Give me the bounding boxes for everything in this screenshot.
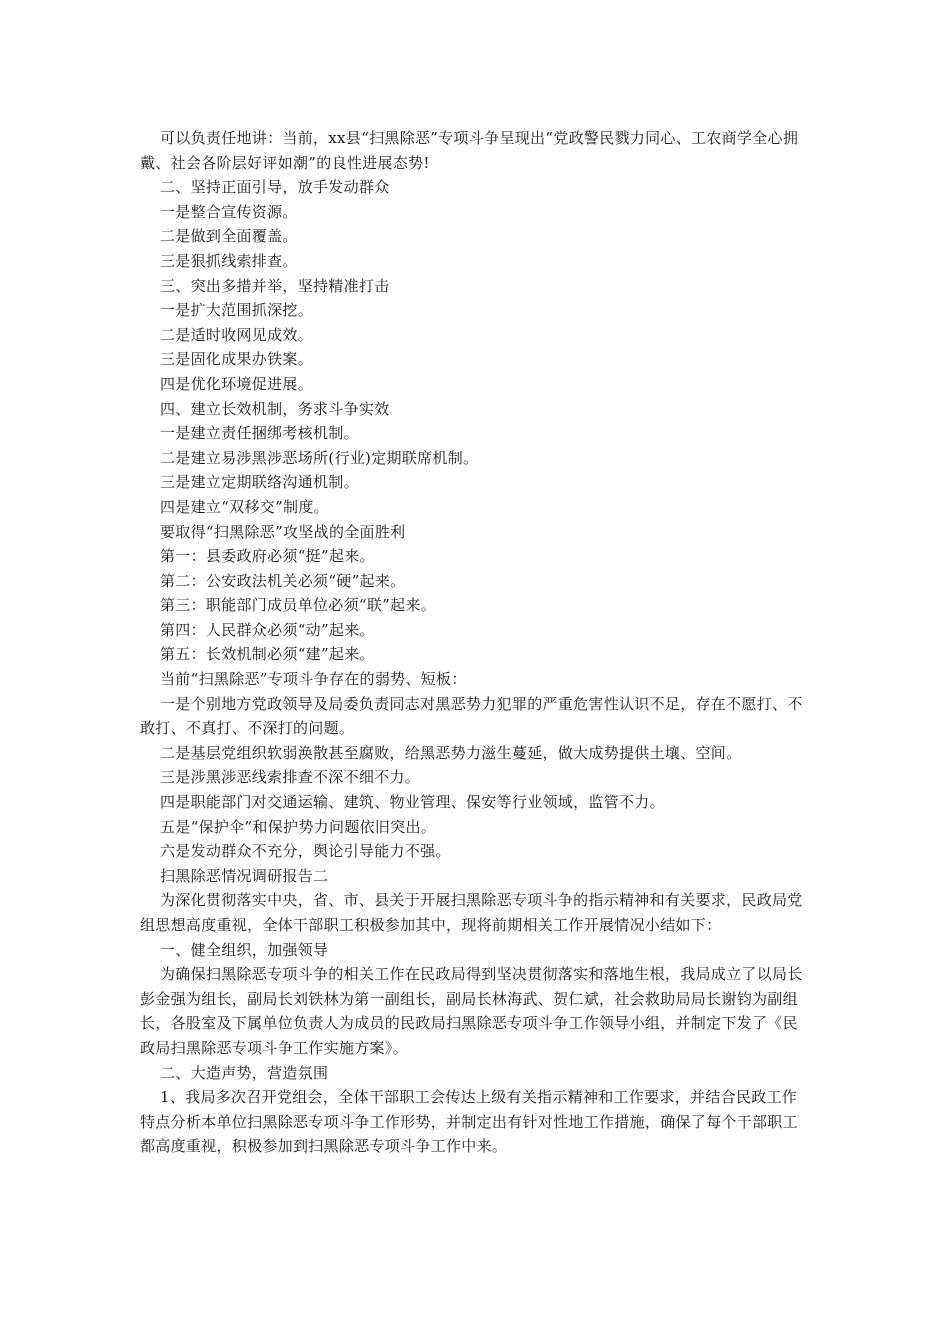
list-item: 四是建立“双移交”制度。: [160, 497, 329, 516]
list-item: 五是“保护伞”和保护势力问题依旧突出。: [160, 817, 437, 836]
section-heading: 一、健全组织，加强领导: [160, 940, 329, 959]
paragraph: 为确保扫黑除恶专项斗争的相关工作在民政局得到坚决贯彻落实和落地生根，我局成立了以局长彭金强为组长，副局长刘铁林为第一副组长，副局长林海武、贺仁斌，社会救助局局长谢钧为副组长，各股室及下属单位负责人为成员的民政局扫黑除恶专项斗争工作领导小组，并制定下发了《民政局扫黑除恶专项斗争工作实施方案》。: [140, 965, 803, 1057]
list-item: 一是扩大范围抓深挖。: [160, 301, 314, 320]
list-item: 第四：人民群众必须“动”起来。: [160, 620, 375, 639]
paragraph: 可以负责任地讲：当前，xx县“扫黑除恶”专项斗争呈现出“党政警民戮力同心、工农商学全心拥戴、社会各阶层好评如潮”的良性进展态势!: [140, 129, 799, 172]
list-item: 二是建立易涉黑涉恶场所(行业)定期联席机制。: [160, 448, 479, 467]
report-title: 扫黑除恶情况调研报告二: [160, 866, 329, 885]
list-item: 第五：长效机制必须“建”起来。: [160, 645, 375, 664]
list-item: 一是整合宣传资源。: [160, 202, 298, 221]
list-item: 四是职能部门对交通运输、建筑、物业管理、保安等行业领域，监管不力。: [160, 793, 665, 812]
list-item: 一是个别地方党政领导及局委负责同志对黑恶势力犯罪的严重危害性认识不足，存在不愿打、不敢打、不真打、不深打的问题。: [140, 694, 803, 738]
list-item: 三是涉黑涉恶线索排查不深不细不力。: [160, 768, 421, 787]
list-item: 三是狠抓线索排查。: [160, 251, 298, 270]
list-item: 二是基层党组织软弱涣散甚至腐败，给黑恶势力滋生蔓延，做大成势提供土壤、空间。: [160, 743, 742, 762]
list-item: 二是做到全面覆盖。: [160, 227, 298, 246]
section-heading: 要取得“扫黑除恶”攻坚战的全面胜利: [160, 522, 406, 541]
section-heading: 三、突出多措并举，坚持精准打击: [160, 276, 390, 295]
list-item: 二是适时收网见成效。: [160, 325, 314, 344]
section-heading: 二、坚持正面引导，放手发动群众: [160, 178, 390, 197]
document-body: [140, 126, 812, 1159]
list-item: 四是优化环境促进展。: [160, 374, 314, 393]
paragraph: 1、我局多次召开党组会，全体干部职工会传达上级有关指示精神和工作要求，并结合民政工作特点分析本单位扫黑除恶专项斗争工作形势，并制定出有针对性地工作措施，确保了每个干部职工都高度重视，积极参加到扫黑除恶专项斗争工作中来。: [140, 1088, 798, 1156]
list-item: 第三：职能部门成员单位必须“联”起来。: [160, 596, 437, 615]
list-item: 第一：县委政府必须“挺”起来。: [160, 547, 375, 566]
section-heading: 当前“扫黑除恶”专项斗争存在的弱势、短板：: [160, 670, 467, 689]
list-item: 三是固化成果办铁案。: [160, 350, 314, 369]
list-item: 三是建立定期联络沟通机制。: [160, 473, 359, 492]
list-item: 第二：公安政法机关必须“硬”起来。: [160, 571, 406, 590]
section-heading: 四、建立长效机制，务求斗争实效: [160, 399, 390, 418]
list-item: 一是建立责任捆绑考核机制。: [160, 424, 359, 443]
section-heading: 二、大造声势，营造氛围: [160, 1063, 329, 1082]
list-item: 六是发动群众不充分，舆论引导能力不强。: [160, 842, 451, 861]
paragraph: 为深化贯彻落实中央，省、市、县关于开展扫黑除恶专项斗争的指示精神和有关要求，民政局党组思想高度重视，全体干部职工积极参加其中，现将前期相关工作开展情况小结如下：: [140, 891, 803, 934]
